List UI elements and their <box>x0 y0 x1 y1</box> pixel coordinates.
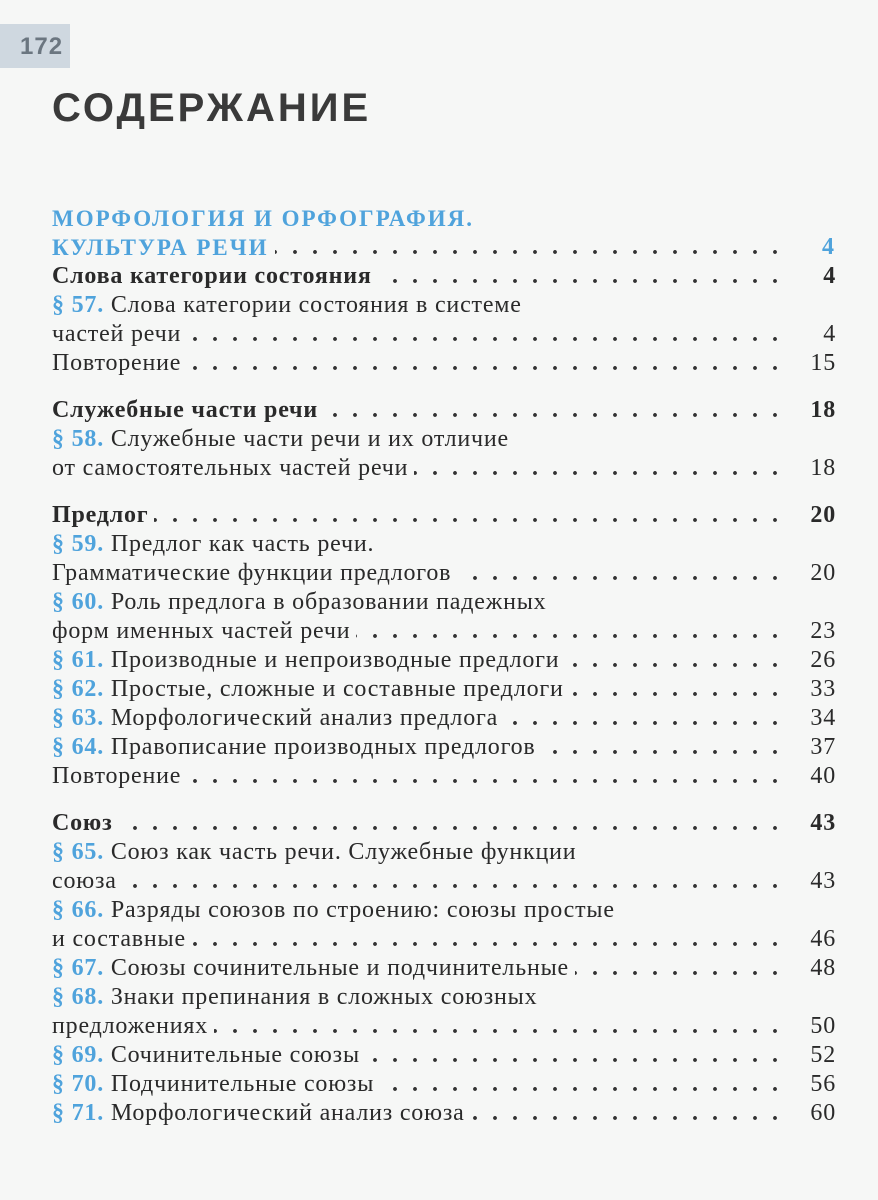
toc-entry-text <box>52 426 515 452</box>
toc-page-number: 20 <box>804 501 836 530</box>
toc-entry-title: Морфологический анализ предлога <box>110 705 499 731</box>
toc-entry-title: Морфологический анализ союза <box>110 1100 465 1126</box>
toc-page-number: 4 <box>817 262 836 291</box>
toc-entry-title: Слова категории состояния в системе <box>110 292 522 318</box>
toc-entry-text <box>52 235 275 260</box>
toc-page-number: 60 <box>804 1099 836 1128</box>
toc-page-number: 37 <box>804 733 836 762</box>
toc-entry-text <box>52 455 414 481</box>
toc-page-number: 34 <box>804 704 836 733</box>
toc-entry-title: Знаки препинания в сложных союзных <box>110 984 538 1010</box>
section-number: § 59. <box>52 531 104 557</box>
toc-page-number: 18 <box>804 396 836 425</box>
toc-entry-title: Служебные части речи <box>52 397 319 423</box>
toc-entry-title: МОРФОЛОГИЯ И ОРФОГРАФИЯ. <box>52 206 474 231</box>
toc-entry-title: Повторение <box>52 350 182 376</box>
section-number: § 60. <box>52 589 104 615</box>
toc-entry <box>52 262 836 291</box>
toc-entry-text <box>52 926 192 952</box>
toc-entry-text <box>52 1071 380 1097</box>
section-number: § 63. <box>52 705 104 731</box>
toc-page-number: 33 <box>804 675 836 704</box>
toc-page-number: 43 <box>804 867 836 896</box>
page-number: 172 <box>20 33 64 60</box>
toc-entry <box>52 501 836 530</box>
toc-entry <box>52 204 836 233</box>
section-number: § 67. <box>52 955 104 981</box>
toc-entry-title: и составные <box>52 926 186 952</box>
toc-entry-text <box>52 350 187 376</box>
toc-entry-title: Повторение <box>52 763 182 789</box>
section-number: § 61. <box>52 647 104 673</box>
toc-entry-text <box>52 676 570 702</box>
toc-entry <box>52 896 836 925</box>
section-number: § 57. <box>52 292 104 318</box>
toc-entry-text <box>52 1100 471 1126</box>
toc-entry <box>52 867 836 896</box>
toc-entry <box>52 320 836 349</box>
toc-entry-text <box>52 955 575 981</box>
toc-entry <box>52 559 836 588</box>
toc-page-number: 4 <box>816 233 836 262</box>
toc-entry <box>52 1012 836 1041</box>
toc-page-number: 46 <box>804 925 836 954</box>
toc-entry-text <box>52 397 324 423</box>
section-number: § 64. <box>52 734 104 760</box>
toc-entry-text <box>52 321 187 347</box>
toc-entry-text <box>52 618 356 644</box>
section-number: § 65. <box>52 839 104 865</box>
section-number: § 69. <box>52 1042 104 1068</box>
toc-entry-text <box>52 734 542 760</box>
toc-page-number: 20 <box>804 559 836 588</box>
toc-entry-title: частей речи <box>52 321 182 347</box>
toc-page-number: 40 <box>804 762 836 791</box>
toc-entry-title: предложениях <box>52 1013 209 1039</box>
toc-entry <box>52 646 836 675</box>
toc-entry-title: союза <box>52 868 117 894</box>
section-number: § 71. <box>52 1100 104 1126</box>
section-number: § 68. <box>52 984 104 1010</box>
toc-entry <box>52 1041 836 1070</box>
toc-entry <box>52 762 836 791</box>
toc-entry <box>52 588 836 617</box>
toc-entry <box>52 396 836 425</box>
page-title: СОДЕРЖАНИЕ <box>52 86 372 130</box>
toc-entry-title: Разряды союзов по строению: союзы простые <box>110 897 615 923</box>
toc-entry-title: Сочинительные союзы <box>110 1042 360 1068</box>
toc-page-number: 23 <box>804 617 836 646</box>
toc-entry-text <box>52 531 380 557</box>
toc-entry-text <box>52 206 480 231</box>
toc-entry <box>52 530 836 559</box>
toc-page-number: 52 <box>804 1041 836 1070</box>
toc-entry-title: Правописание производных предлогов <box>110 734 536 760</box>
toc-entry-title: Простые, сложные и составные предлоги <box>110 676 564 702</box>
toc-page-number: 50 <box>804 1012 836 1041</box>
table-of-contents <box>52 204 836 1128</box>
toc-entry-title: Грамматические функции предлогов <box>52 560 452 586</box>
toc-page-number: 18 <box>804 454 836 483</box>
toc-entry-title: Союз <box>52 810 113 836</box>
toc-entry-title: Служебные части речи и их отличие <box>110 426 509 452</box>
toc-entry <box>52 809 836 838</box>
toc-entry-text <box>52 1042 366 1068</box>
toc-entry <box>52 925 836 954</box>
toc-entry <box>52 983 836 1012</box>
toc-entry-text <box>52 705 504 731</box>
toc-entry-text <box>52 1013 214 1039</box>
toc-entry-text <box>52 263 378 289</box>
toc-entry-text <box>52 763 187 789</box>
toc-page-number: 4 <box>817 320 836 349</box>
toc-entry-title: Предлог как часть речи. <box>110 531 375 557</box>
toc-entry-text <box>52 984 543 1010</box>
toc-page-number: 26 <box>804 646 836 675</box>
toc-entry-text <box>52 810 119 836</box>
toc-entry-text <box>52 647 565 673</box>
toc-page-number: 56 <box>804 1070 836 1099</box>
toc-page-number: 48 <box>804 954 836 983</box>
toc-entry <box>52 617 836 646</box>
toc-entry-text <box>52 502 154 528</box>
toc-entry <box>52 1070 836 1099</box>
toc-entry <box>52 425 836 454</box>
toc-entry <box>52 233 836 262</box>
toc-entry-title: Подчинительные союзы <box>110 1071 375 1097</box>
section-number: § 70. <box>52 1071 104 1097</box>
toc-entry <box>52 704 836 733</box>
toc-entry-title: Предлог <box>52 502 149 528</box>
toc-entry <box>52 1099 836 1128</box>
toc-entry <box>52 349 836 378</box>
section-number: § 62. <box>52 676 104 702</box>
toc-page-number: 15 <box>804 349 836 378</box>
toc-entry-text <box>52 589 552 615</box>
toc-entry-text <box>52 897 621 923</box>
toc-entry-text <box>52 292 528 318</box>
toc-entry-title: Союзы сочинительные и подчинительные <box>110 955 569 981</box>
toc-entry <box>52 675 836 704</box>
toc-entry-title: Слова категории состояния <box>52 263 372 289</box>
toc-entry <box>52 954 836 983</box>
toc-entry-text <box>52 868 123 894</box>
toc-entry-title: форм именных частей речи <box>52 618 351 644</box>
toc-entry-title: Производные и непроизводные предлоги <box>110 647 560 673</box>
toc-entry-text <box>52 839 582 865</box>
toc-page-number: 43 <box>804 809 836 838</box>
toc-entry-text <box>52 560 457 586</box>
toc-entry <box>52 733 836 762</box>
toc-entry-title: Роль предлога в образовании падежных <box>110 589 547 615</box>
toc-entry-title: от самостоятельных частей речи <box>52 455 409 481</box>
toc-entry-title: Союз как часть речи. Служебные функции <box>110 839 577 865</box>
toc-entry-title: КУЛЬТУРА РЕЧИ <box>52 235 269 260</box>
toc-entry <box>52 454 836 483</box>
toc-entry <box>52 838 836 867</box>
section-number: § 58. <box>52 426 104 452</box>
toc-entry <box>52 291 836 320</box>
section-number: § 66. <box>52 897 104 923</box>
